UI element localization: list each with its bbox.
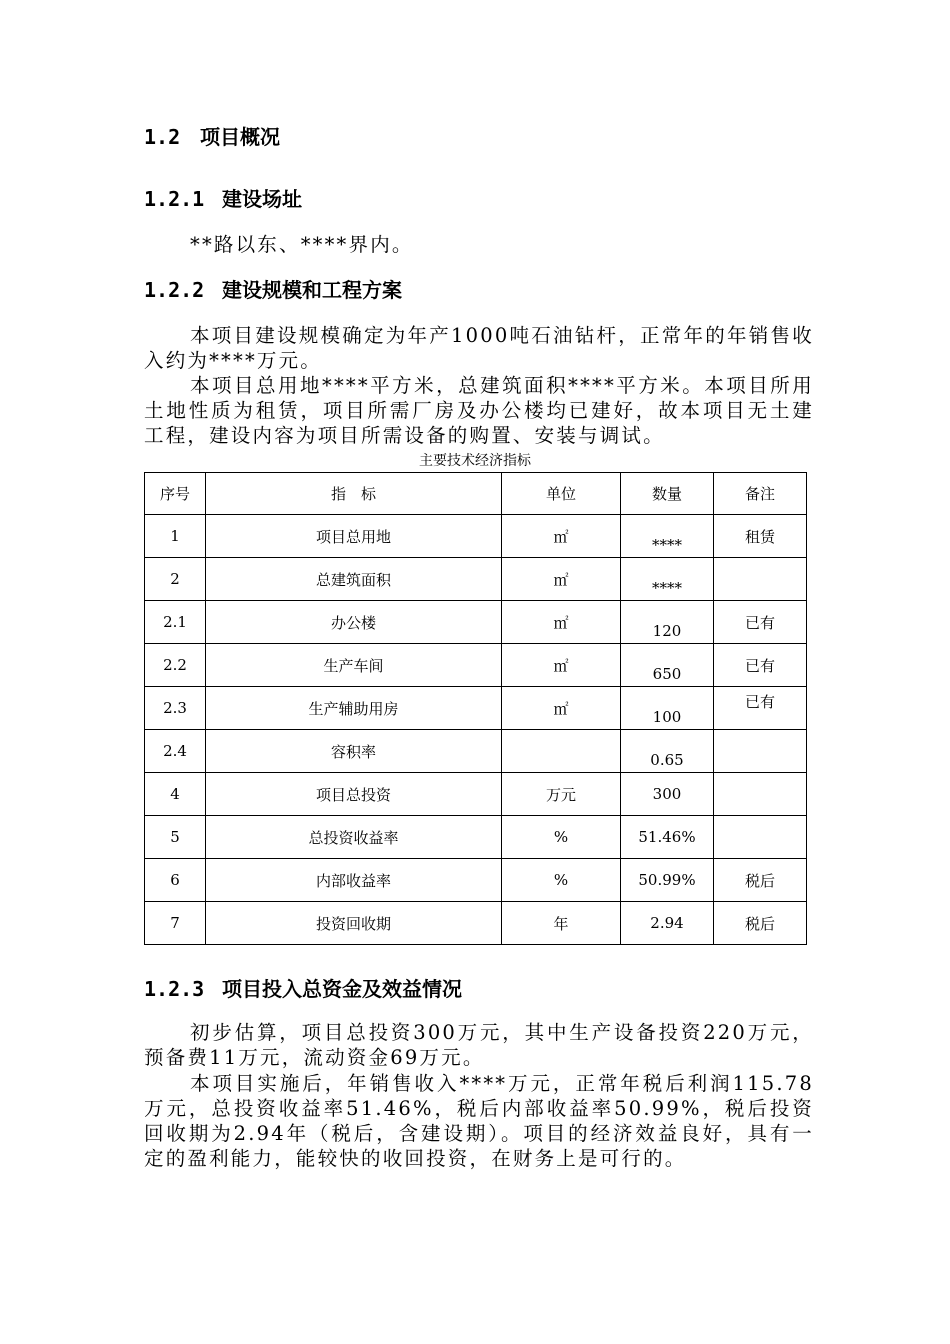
- row-note: 税后: [714, 859, 807, 902]
- row-qty-value: 120: [652, 622, 682, 640]
- section-title: 项目概况: [200, 125, 280, 149]
- section-number: 1.2.3: [144, 977, 205, 1001]
- row-no: 2.2: [145, 644, 206, 687]
- row-unit: ㎡: [502, 687, 621, 730]
- row-unit: ㎡: [502, 558, 621, 601]
- section-heading-1-2-1: [144, 186, 302, 212]
- table-row: [145, 773, 807, 816]
- row-qty: [621, 601, 714, 644]
- row-unit: 万元: [502, 773, 621, 816]
- row-qty-value: ****: [652, 536, 682, 554]
- row-item: 项目总投资: [206, 773, 502, 816]
- row-note: 租赁: [714, 515, 807, 558]
- row-qty-value: 650: [652, 665, 682, 683]
- section-number: 1.2: [144, 125, 181, 149]
- row-item: 办公楼: [206, 601, 502, 644]
- row-qty: [621, 644, 714, 687]
- table-row: [145, 687, 807, 730]
- section-title: 建设规模和工程方案: [222, 278, 402, 302]
- header-cell: 序号: [145, 473, 206, 515]
- row-item: 生产辅助用房: [206, 687, 502, 730]
- scale-paragraph-2: 本项目总用地****平方米，总建筑面积****平方米。本项目所用土地性质为租赁，项目所需厂房及办公楼均已建好，故本项目无土建工程，建设内容为项目所需设备的购置、安装与调试。: [144, 374, 814, 447]
- row-no: 1: [145, 515, 206, 558]
- row-unit: ㎡: [502, 644, 621, 687]
- row-unit: ㎡: [502, 601, 621, 644]
- row-note: [714, 687, 807, 730]
- row-qty: [621, 558, 714, 601]
- row-qty-value: 100: [652, 708, 682, 726]
- table-header-row: [145, 473, 807, 515]
- table-row: [145, 601, 807, 644]
- row-no: 6: [145, 859, 206, 902]
- investment-paragraph-2: 本项目实施后，年销售收入****万元，正常年税后利润115.78万元，总投资收益率51.46%，税后内部收益率50.99%，税后投资回收期为2.94年（税后，含建设期）。项目的经济效益良好，具有一定的盈利能力，能较快的收回投资，在财务上是可行的。: [144, 1072, 814, 1170]
- section-title: 项目投入总资金及效益情况: [222, 977, 462, 1001]
- table-row: [145, 644, 807, 687]
- row-qty: [621, 687, 714, 730]
- section-heading-1-2-2: [144, 277, 402, 303]
- row-qty: 2.94: [621, 902, 714, 945]
- table-row: [145, 859, 807, 902]
- header-cell: 单位: [502, 473, 621, 515]
- row-item: 项目总用地: [206, 515, 502, 558]
- row-qty: 50.99%: [621, 859, 714, 902]
- row-no: 2.4: [145, 730, 206, 773]
- section-title: 建设场址: [222, 187, 302, 211]
- row-unit: 年: [502, 902, 621, 945]
- row-qty: 51.46%: [621, 816, 714, 859]
- row-no: 7: [145, 902, 206, 945]
- table-row: [145, 730, 807, 773]
- row-unit: %: [502, 859, 621, 902]
- row-unit: %: [502, 816, 621, 859]
- table-caption: 主要技术经济指标: [419, 453, 531, 469]
- row-qty-value: ****: [652, 579, 682, 597]
- row-qty-value: 0.65: [650, 751, 684, 769]
- table-row: [145, 816, 807, 859]
- row-unit: [502, 730, 621, 773]
- row-no: 4: [145, 773, 206, 816]
- row-no: 2.3: [145, 687, 206, 730]
- row-item: 生产车间: [206, 644, 502, 687]
- section-heading-1-2: [144, 124, 280, 150]
- row-note: [714, 730, 807, 773]
- investment-paragraph-1: 初步估算，项目总投资300万元，其中生产设备投资220万元，预备费11万元，流动资金69万元。: [144, 1021, 814, 1069]
- row-qty: 300: [621, 773, 714, 816]
- section-number: 1.2.2: [144, 278, 205, 302]
- row-no: 2.1: [145, 601, 206, 644]
- row-note: [714, 558, 807, 601]
- row-note: [714, 773, 807, 816]
- header-cell: 备注: [714, 473, 807, 515]
- table-row: [145, 515, 807, 558]
- row-qty: [621, 515, 714, 558]
- row-note: [714, 816, 807, 859]
- site-paragraph: **路以东、****界内。: [190, 233, 414, 256]
- row-item: 总建筑面积: [206, 558, 502, 601]
- scale-paragraph-1: 本项目建设规模确定为年产1000吨石油钻杆，正常年的年销售收入约为****万元。: [144, 324, 814, 372]
- tech-econ-table: [144, 472, 807, 945]
- section-number: 1.2.1: [144, 187, 205, 211]
- section-heading-1-2-3: [144, 976, 462, 1002]
- table-row: [145, 902, 807, 945]
- row-no: 2: [145, 558, 206, 601]
- row-item: 容积率: [206, 730, 502, 773]
- row-note: 税后: [714, 902, 807, 945]
- header-cell: 数量: [621, 473, 714, 515]
- row-note: 已有: [714, 644, 807, 687]
- row-item: 总投资收益率: [206, 816, 502, 859]
- row-item: 投资回收期: [206, 902, 502, 945]
- row-qty: [621, 730, 714, 773]
- row-no: 5: [145, 816, 206, 859]
- row-note: 已有: [714, 601, 807, 644]
- header-cell: 指 标: [206, 473, 502, 515]
- row-item: 内部收益率: [206, 859, 502, 902]
- row-note-value: 已有: [744, 692, 775, 711]
- table-row: [145, 558, 807, 601]
- row-unit: ㎡: [502, 515, 621, 558]
